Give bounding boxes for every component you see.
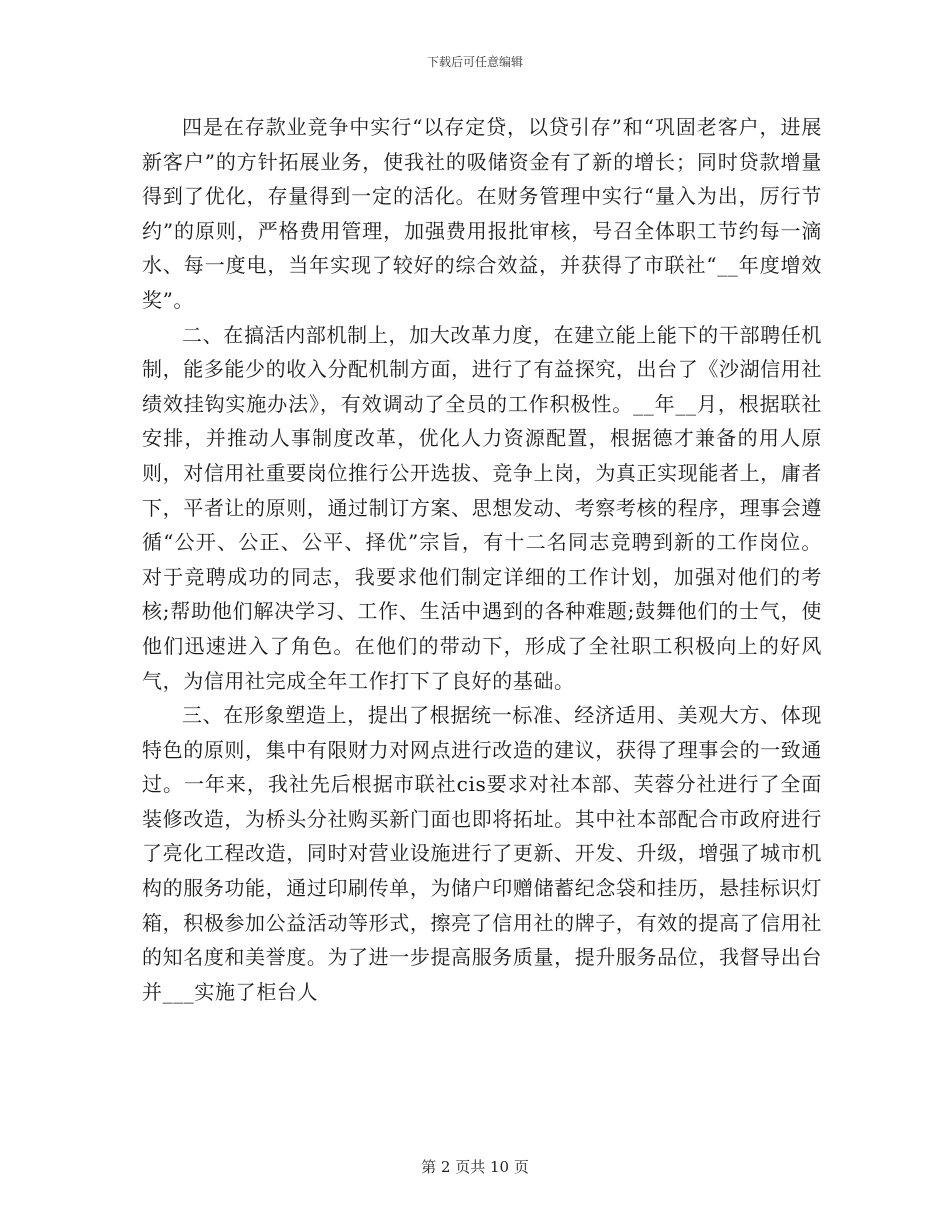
page-number: 第 2 页共 10 页 [421,1158,529,1176]
paragraph-1: 四是在存款业竞争中实行“以存定贷，以贷引存”和“巩固老客户，进展新客户”的方针拓展业务，使我社的吸储资金有了新的增长；同时贷款增量得到了优化，存量得到一定的活化。在财务管理中实行“量入为出，厉行节约”的原则，严格费用管理，加强费用报批审核，号召全体职工节约每一滴水、每一度电，当年实现了较好的综合效益，并获得了市联社“__年度增效奖”。 [142,115,822,312]
document-body [142,110,822,1009]
page-header-note: 下载后可任意编辑 [426,55,523,69]
paragraph-3: 三、在形象塑造上，提出了根据统一标准、经济适用、美观大方、体现特色的原则，集中有限财力对网点进行改造的建议，获得了理事会的一致通过。一年来，我社先后根据市联社cis要求对社本部、芙蓉分社进行了全面装修改造，为桥头分社购买新门面也即将拓址。其中社本部配合市政府进行了亮化工程改造，同时对营业设施进行了更新、开发、升级，增强了城市机构的服务功能，通过印刷传单，为储户印赠储蓄纪念袋和挂历，悬挂标识灯箱，积极参加公益活动等形式，擦亮了信用社的牌子，有效的提高了信用社的知名度和美誉度。为了进一步提高服务质量，提升服务品位，我督导出台并___实施了柜台人 [142,703,822,1004]
paragraph-2: 二、在搞活内部机制上，加大改革力度，在建立能上能下的干部聘任机制，能多能少的收入分配机制方面，进行了有益探究，出台了《沙湖信用社绩效挂钩实施办法》，有效调动了全员的工作积极性。__年__月，根据联社安排，并推动人事制度改革，优化人力资源配置，根据德才兼备的用人原则，对信用社重要岗位推行公开选拔、竞争上岗，为真正实现能者上，庸者下，平者让的原则，通过制订方案、思想发动、考察考核的程序，理事会遵循“公开、公正、公平、择优”宗旨，有十二名同志竞聘到新的工作岗位。对于竞聘成功的同志，我要求他们制定详细的工作计划，加强对他们的考核;帮助他们解决学习、工作、生活中遇到的各种难题;鼓舞他们的士气，使他们迅速进入了角色。在他们的带动下，形成了全社职工积极向上的好风气，为信用社完成全年工作打下了良好的基础。 [142,322,822,693]
